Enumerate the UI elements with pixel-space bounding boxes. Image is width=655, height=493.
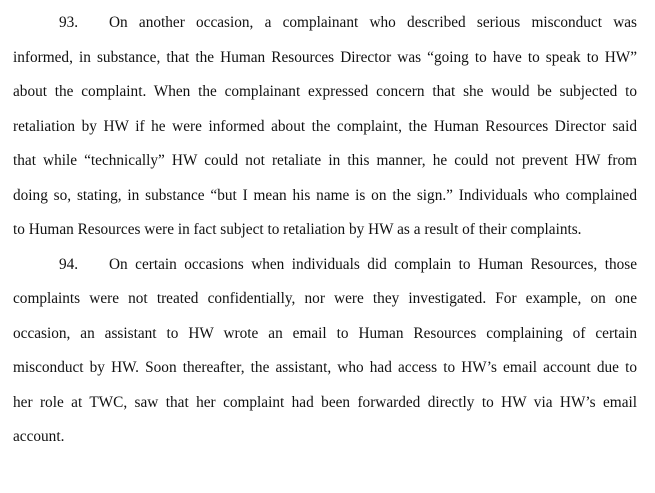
- paragraph-number: 93.: [59, 14, 79, 31]
- document-body: [13, 6, 637, 455]
- paragraph-first-line: [13, 248, 637, 283]
- paragraph-line: complaints were not treated confidentially, nor were they investigated. For example, on one: [13, 290, 637, 307]
- paragraph-first-line: [13, 6, 637, 41]
- paragraph-line: retaliation by HW if he were informed about the complaint, the Human Resources Director said: [13, 117, 637, 135]
- paragraph-93: [13, 6, 637, 248]
- paragraph-line: misconduct by HW. Soon thereafter, the assistant, who had access to HW’s email account due to: [13, 359, 637, 376]
- paragraph-line: about the complaint. When the complainant expressed concern that she would be subjected to: [13, 83, 637, 100]
- paragraph-line: that while “technically” HW could not retaliate in this manner, he could not prevent HW from: [13, 152, 637, 169]
- paragraph-line: informed, in substance, that the Human Resources Director was “going to have to speak to HW”: [13, 48, 637, 66]
- paragraph-number: 94.: [59, 255, 79, 273]
- paragraph-line: occasion, an assistant to HW wrote an email to Human Resources complaining of certain: [13, 324, 637, 342]
- paragraph-line: On another occasion, a complainant who described serious misconduct was: [109, 14, 637, 31]
- paragraph-94: [13, 248, 637, 455]
- paragraph-line: doing so, stating, in substance “but I mean his name is on the sign.” Individuals who complained: [13, 186, 637, 204]
- paragraph-last-line: account.: [13, 428, 65, 445]
- paragraph-line: On certain occasions when individuals did complain to Human Resources, those: [109, 255, 637, 273]
- paragraph-last-line: to Human Resources were in fact subject to retaliation by HW as a result of their complaints.: [13, 221, 582, 238]
- paragraph-line: her role at TWC, saw that her complaint had been forwarded directly to HW via HW’s email: [13, 393, 637, 411]
